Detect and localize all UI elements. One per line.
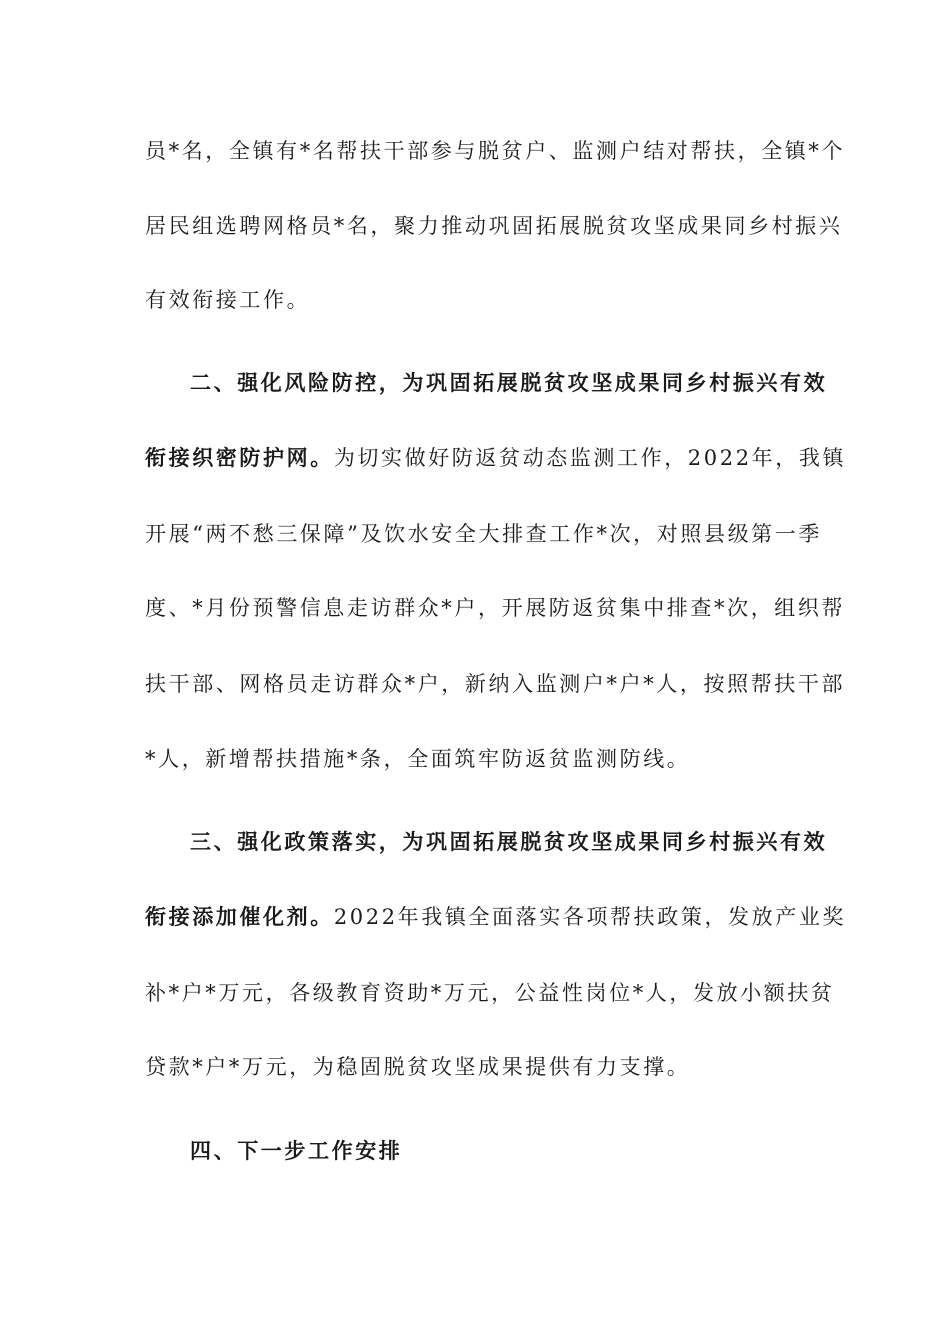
section-2-line-4: 度、*月份预警信息走访群众*户，开展防返贫集中排查*次，组织帮 xyxy=(145,596,846,620)
section-2-line-2 xyxy=(145,441,847,475)
paragraph-1-line-3: 有效衔接工作。 xyxy=(145,288,311,312)
section-2-line-5: 扶干部、网格员走访群众*户，新纳入监测户*户*人，按照帮扶干部 xyxy=(145,672,846,696)
section-2-line-6: *人，新增帮扶措施*条，全面筑牢防返贫监测防线。 xyxy=(145,747,691,771)
section-3-line-2-text: 2022年我镇全面落实各项帮扶政策，发放产业奖 xyxy=(333,905,847,929)
section-3-line-3: 补*户*万元，各级教育资助*万元，公益性岗位*人，发放小额扶贫 xyxy=(145,981,835,1005)
section-3-heading-line-2: 衔接添加催化剂。 xyxy=(145,905,334,929)
paragraph-1-line-1: 员*名，全镇有*名帮扶干部参与脱贫户、监测户结对帮扶，全镇*个 xyxy=(145,139,846,163)
section-2-heading-line-1: 二、强化风险防控，为巩固拓展脱贫攻坚成果同乡村振兴有效 xyxy=(190,371,828,395)
section-2-heading-line-2: 衔接织密防护网。 xyxy=(145,446,334,470)
section-3-line-4: 贷款*户*万元，为稳固脱贫攻坚成果提供有力支撑。 xyxy=(145,1055,691,1079)
section-2-line-2-text: 为切实做好防返贫动态监测工作，2022年，我镇 xyxy=(333,446,847,470)
section-2-line-3: 开展“两不愁三保障”及饮水安全大排查工作*次，对照县级第一季 xyxy=(145,522,822,546)
section-4-heading: 四、下一步工作安排 xyxy=(190,1139,403,1163)
section-3-heading-line-1: 三、强化政策落实，为巩固拓展脱贫攻坚成果同乡村振兴有效 xyxy=(190,830,828,854)
paragraph-1-line-2: 居民组选聘网格员*名，聚力推动巩固拓展脱贫攻坚成果同乡村振兴 xyxy=(145,214,843,238)
section-3-line-2 xyxy=(145,900,847,934)
